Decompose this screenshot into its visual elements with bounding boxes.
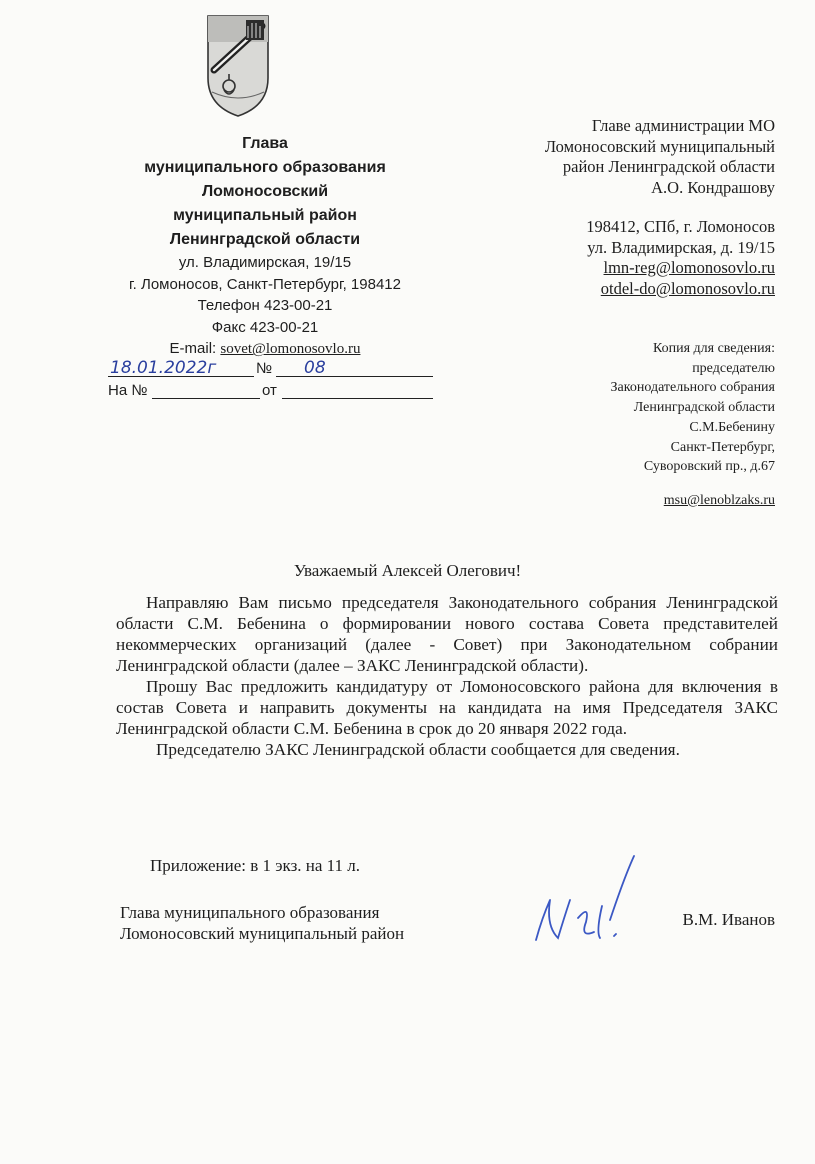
addressee-email-link[interactable]: lmn-reg@lomonosovlo.ru bbox=[603, 258, 775, 277]
sender-fax: Факс 423-00-21 bbox=[211, 318, 319, 336]
signer-position bbox=[120, 902, 404, 944]
signer-position-line: Ломоносовский муниципальный район bbox=[120, 924, 405, 943]
outgoing-number-row bbox=[108, 358, 433, 380]
letter-paragraph: Направляю Вам письмо председателя Законодательного собрания Ленинградской области С.М. Бебенина о формировании нового состава Совета представителей некоммерческих организаций (далее - Совет) при Законодательном собрании Ленинградской области (далее – ЗАКС Ленинградской области). bbox=[116, 593, 778, 675]
signer-position-line: Глава муниципального образования bbox=[120, 903, 380, 922]
ref-number-label: На № bbox=[108, 382, 148, 399]
sender-address-street: ул. Владимирская, 19/15 bbox=[178, 254, 352, 271]
date-handwritten: 18.01.2022г bbox=[110, 358, 217, 378]
sender-address-city: г. Ломоносов, Санкт-Петербург, 198412 bbox=[129, 275, 401, 293]
addressee-postal-street: ул. Владимирская, д. 19/15 bbox=[587, 237, 775, 257]
sender-title-line: муниципальный район bbox=[173, 207, 357, 224]
sender-letterhead bbox=[100, 132, 430, 361]
sender-email-link[interactable]: sovet@lomonosovlo.ru bbox=[220, 341, 361, 358]
addressee-line: Главе администрации МО bbox=[591, 116, 775, 135]
copy-line: председателю bbox=[692, 360, 775, 376]
copy-line: Суворовский пр., д.67 bbox=[643, 459, 775, 475]
number-label: № bbox=[256, 360, 273, 377]
sender-title-line: Ленинградской области bbox=[169, 231, 361, 248]
sender-phone: Телефон 423-00-21 bbox=[197, 297, 333, 315]
sender-email-label: E-mail: bbox=[169, 340, 221, 358]
handwritten-signature-icon bbox=[528, 848, 638, 948]
copy-email-link[interactable]: msu@lenoblzaks.ru bbox=[663, 492, 775, 508]
copy-recipient-block bbox=[515, 339, 775, 511]
addressee-block bbox=[445, 116, 775, 299]
letter-body bbox=[116, 592, 778, 760]
number-field bbox=[276, 356, 433, 377]
attachment-note: Приложение: в 1 экз. на 11 л. bbox=[150, 856, 361, 875]
addressee-line: район Ленинградской области bbox=[562, 157, 775, 176]
reference-number-row bbox=[108, 380, 433, 402]
salutation: Уважаемый Алексей Олегович! bbox=[293, 561, 522, 580]
sender-title-line: Глава bbox=[242, 135, 288, 152]
addressee-email-link[interactable]: otdel-do@lomonosovlo.ru bbox=[600, 278, 775, 298]
copy-line: Копия для сведения: bbox=[652, 341, 775, 356]
ref-date-field bbox=[282, 378, 433, 399]
sender-title-line: Ломоносовский bbox=[201, 183, 329, 200]
sender-title-line: муниципального образования bbox=[144, 159, 386, 176]
number-handwritten: 08 bbox=[304, 358, 326, 378]
letter-paragraph: Председателю ЗАКС Ленинградской области сообщается для сведения. bbox=[156, 740, 680, 759]
letter-paragraph: Прошу Вас предложить кандидатуру от Ломоносовского района для включения в состав Совета и направить документы на кандидата на имя Председателя ЗАКС Ленинградской области С.М. Бебенина в срок до 20 января 2022 года. bbox=[116, 677, 778, 738]
coat-of-arms-icon bbox=[204, 12, 272, 118]
copy-line: Ленинградской области bbox=[633, 400, 775, 416]
ref-number-field bbox=[152, 378, 260, 399]
copy-line: С.М.Бебенину bbox=[689, 419, 775, 435]
addressee-postal-city: 198412, СПб, г. Ломоносов bbox=[586, 217, 775, 236]
addressee-line: Ломоносовский муниципальный bbox=[544, 136, 775, 156]
copy-line: Законодательного собрания bbox=[610, 380, 775, 396]
signer-name: В.М. Иванов bbox=[682, 910, 775, 929]
addressee-name: А.О. Кондрашову bbox=[651, 177, 775, 197]
copy-line: Санкт-Петербург, bbox=[670, 439, 775, 455]
ref-from-label: от bbox=[262, 382, 277, 399]
